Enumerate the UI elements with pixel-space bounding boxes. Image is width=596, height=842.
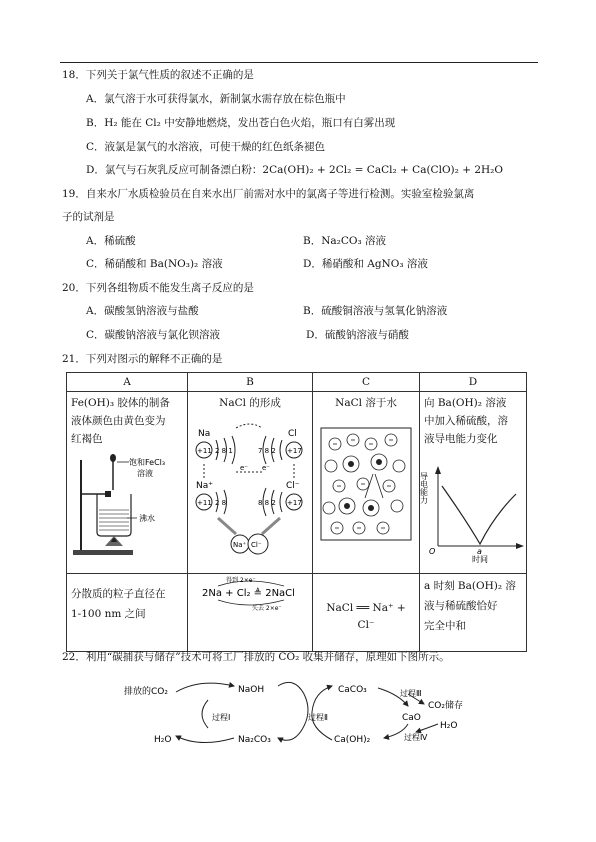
label-solution: 溶液 (137, 469, 153, 478)
cl-symbol: Cl (288, 429, 297, 439)
gain-label: 得到 2×e⁻ (226, 577, 256, 584)
q19-option-b: B．Na₂CO₃ 溶液 (303, 235, 387, 247)
cell-b-figure (188, 392, 313, 574)
label-boiling-water: 沸水 (139, 514, 155, 523)
d-expl-1: a 时刻 Ba(OH)₂ 溶 (424, 580, 516, 592)
electron-left: e⁻ (240, 464, 249, 472)
q20-option-a: A．碳酸氢钠溶液与盐酸 (86, 305, 199, 317)
label-co2-storage: CO₂储存 (428, 701, 463, 711)
na-shells: 2 8 1 (215, 447, 233, 455)
label-caoh2: Ca(OH)₂ (334, 735, 371, 745)
q19-option-a: A．稀硫酸 (86, 235, 136, 247)
c-expl: NaCl ══ Na⁺ + Cl⁻ (326, 602, 406, 631)
origin-label: O (429, 547, 436, 556)
d-expl-2: 液与稀硫酸恰好 (424, 600, 498, 612)
q20-option-d: D．硫酸钠溶液与硝酸 (306, 329, 409, 341)
na-core: +11 (197, 447, 212, 455)
cl-core: +17 (287, 447, 302, 455)
na-ion-symbol: Na⁺ (196, 481, 213, 491)
c-title: NaCl 溶于水 (335, 397, 397, 409)
q18-option-b: B．H₂ 能在 Cl₂ 中安静地燃烧，发出苍白色火焰，瓶口有白雾出现 (86, 117, 396, 129)
d-expl-3: 完全中和 (424, 620, 466, 632)
label-process-3: 过程Ⅲ (400, 689, 422, 698)
label-process-4: 过程Ⅳ (404, 733, 428, 742)
header-c: C (313, 373, 420, 392)
q18-option-d: D．氯气与石灰乳反应可制备漂白粉：2Ca(OH)₂ + 2Cl₂ = CaCl₂ + Ca(ClO)₂ + 2H₂O (86, 164, 503, 176)
label-cao: CaO (402, 713, 421, 723)
d-title-2: 中加入稀硫酸，溶 (424, 415, 508, 427)
lose-label: 失去 2×e⁻ (252, 605, 282, 612)
label-caco3: CaCO₃ (338, 685, 367, 695)
cl-ion-symbol: Cl⁻ (286, 481, 300, 491)
carbon-capture-cycle-diagram (118, 670, 518, 758)
na-ion-core: +11 (197, 499, 212, 507)
cell-b-explanation (188, 574, 313, 652)
d-title-1: 向 Ba(OH)₂ 溶液 (424, 397, 507, 409)
q18-stem: 18．下列关于氯气性质的叙述不正确的是 (62, 69, 254, 81)
header-a: A (67, 373, 188, 392)
label-co2-in: 排放的CO₂ (124, 687, 168, 697)
na-ion-shells: 2 8 (215, 499, 227, 507)
header-d: D (420, 373, 527, 392)
time-a-label: a (477, 547, 482, 556)
d-title-3: 液导电能力变化 (424, 433, 498, 445)
na-symbol: Na (198, 429, 211, 439)
q21-stem: 21．下列对图示的解释不正确的是 (62, 353, 223, 365)
a-title-3: 红褐色 (71, 433, 103, 445)
cl-ion-core: +17 (287, 499, 302, 507)
a-expl-1: 分散质的粒子直径在 (71, 588, 166, 600)
x-axis-label: 时间 (472, 555, 488, 564)
q22-stem: 22．利用“碳捕获与储存”技术可将工厂排放的 CO₂ 收集并储存，原理如下图所示。 (62, 651, 450, 663)
q20-option-c: C．碳酸钠溶液与氯化钡溶液 (86, 329, 221, 341)
q18-option-c: C．液氯是氯气的水溶液，可使干燥的红色纸条褪色 (86, 141, 326, 153)
cell-c-explanation (313, 574, 420, 652)
label-process-2: 过程Ⅱ (308, 713, 328, 722)
label-sat-fecl3: 饱和FeCl₃ (129, 458, 166, 467)
a-expl-2: 1-100 nm 之间 (71, 608, 146, 620)
nacl-dissolution-diagram (313, 414, 419, 564)
a-title-2: 液体颜色由黄色变为 (71, 415, 166, 427)
label-na2co3: Na₂CO₃ (238, 735, 271, 745)
q19-stem-line2: 子的试剂是 (62, 211, 115, 223)
cell-c-figure (313, 392, 420, 574)
label-process-1: 过程Ⅰ (212, 713, 231, 722)
q20-stem: 20．下列各组物质不能发生离子反应的是 (62, 282, 254, 294)
q18-option-a: A．氯气溶于水可获得氯水，新制氯水需存放在棕色瓶中 (86, 93, 346, 105)
q21-table (66, 372, 527, 652)
cl-shells: 7 8 2 (258, 447, 276, 455)
a-title-1: Fe(OH)₃ 胶体的制备 (71, 397, 170, 409)
nacl-formation-diagram (188, 414, 312, 564)
q19-option-d: D．稀硝酸和 AgNO₃ 溶液 (303, 258, 428, 270)
label-h2o-left: H₂O (154, 735, 172, 745)
b-title: NaCl 的形成 (219, 397, 281, 409)
colloid-apparatus (67, 450, 187, 570)
header-b: B (188, 373, 313, 392)
pair-na-ion: Na⁺ (233, 541, 247, 549)
y-axis-label: 导电能力 (420, 472, 429, 504)
cell-a-explanation (67, 574, 188, 652)
b-eq-text: 2Na + Cl₂ ≜ 2NaCl (202, 588, 295, 599)
q19-option-c: C．稀硝酸和 Ba(NO₃)₂ 溶液 (86, 258, 223, 270)
header-rule (60, 62, 538, 63)
cell-d-explanation (420, 574, 527, 652)
q20-option-b: B．硫酸铜溶液与氢氧化钠溶液 (303, 305, 448, 317)
conductivity-graph (420, 450, 526, 564)
cl-ion-shells: 8 8 2 (258, 499, 276, 507)
label-naoh: NaOH (238, 685, 265, 695)
q19-stem-line1: 19．自来水厂水质检验员在自来水出厂前需对水中的氯离子等进行检测。实验室检验氯离 (62, 188, 475, 200)
electron-right: e⁻ (262, 464, 271, 472)
cell-d-figure (420, 392, 527, 574)
b-equation (188, 574, 312, 614)
label-h2o-right: H₂O (440, 721, 458, 731)
pair-cl-ion: Cl⁻ (251, 541, 262, 549)
cell-a-figure (67, 392, 188, 574)
